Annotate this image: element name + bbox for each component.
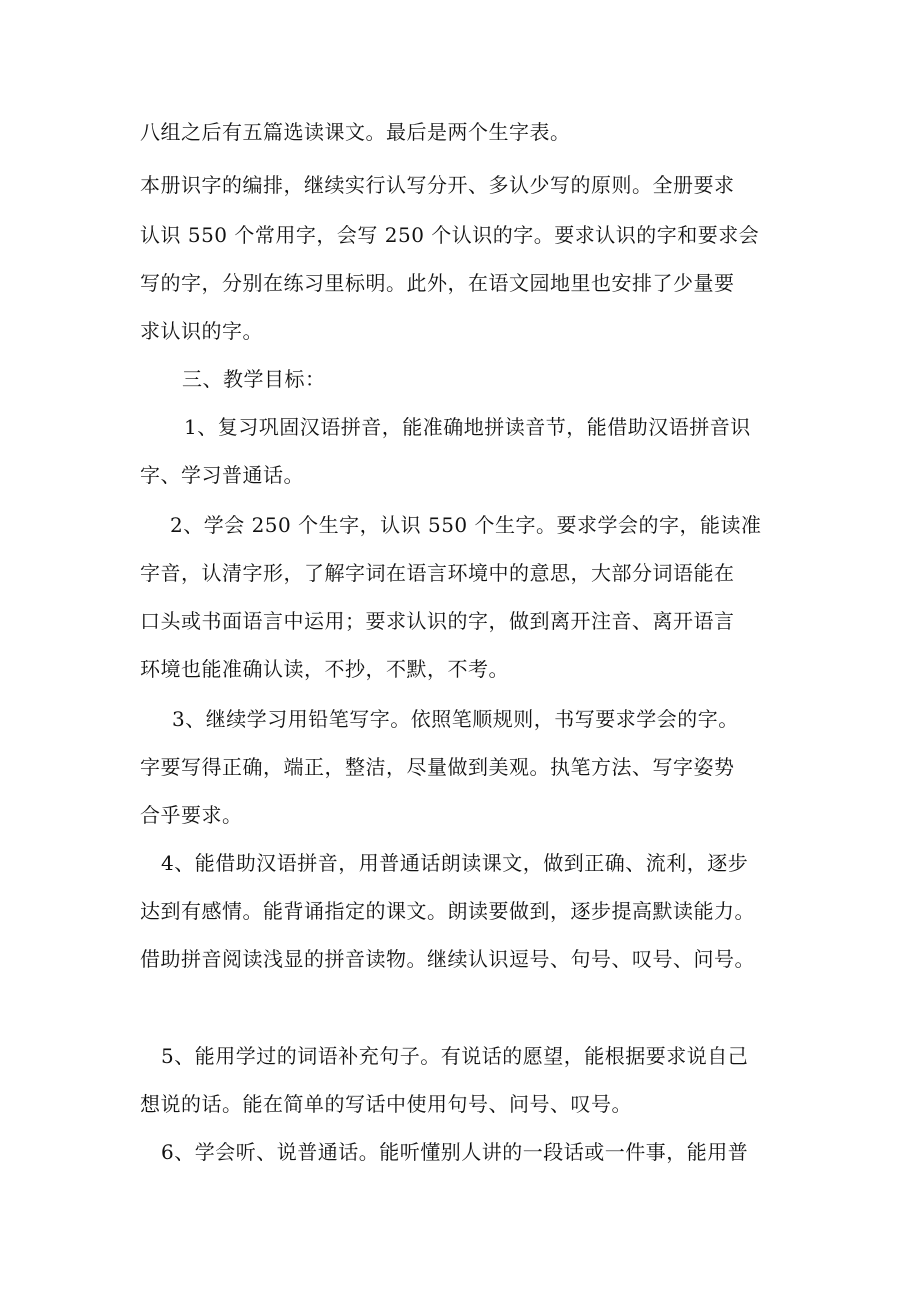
text-line: 3、继续学习用铅笔写字。依照笔顺规则，书写要求学会的字。: [172, 707, 739, 731]
text-line: 达到有感情。能背诵指定的课文。朗读要做到，逐步提高默读能力。: [140, 899, 755, 923]
text-line: 字、学习普通话。: [140, 463, 304, 487]
text-line: 想说的话。能在简单的写话中使用句号、问号、叹号。: [140, 1092, 632, 1116]
text-line: 口头或书面语言中运用；要求认识的字，做到离开注音、离开语言: [140, 609, 735, 633]
text-line: 1、复习巩固汉语拼音，能准确地拼读音节，能借助汉语拼音识: [184, 415, 751, 439]
text-line: 环境也能准确认读，不抄，不默，不考。: [140, 657, 509, 681]
text-line: 2、学会 250 个生字，认识 550 个生字。要求学会的字，能读准: [170, 513, 762, 537]
section-heading: 三、教学目标：: [182, 367, 326, 391]
text-line: 本册识字的编排，继续实行认写分开、多认少写的原则。全册要求: [140, 173, 735, 197]
text-line: 认识 550 个常用字，会写 250 个认识的字。要求认识的字和要求会: [140, 223, 760, 247]
text-line: 借助拼音阅读浅显的拼音读物。继续认识逗号、句号、叹号、问号。: [140, 947, 755, 971]
text-line: 求认识的字。: [140, 319, 263, 343]
text-line: 八组之后有五篇选读课文。最后是两个生字表。: [140, 120, 571, 144]
text-line: 写的字，分别在练习里标明。此外，在语文园地里也安排了少量要: [140, 271, 735, 295]
text-line: 字音，认清字形，了解字词在语言环境中的意思，大部分词语能在: [140, 561, 735, 585]
text-line: 5、能用学过的词语补充句子。有说话的愿望，能根据要求说自己: [161, 1044, 749, 1068]
text-line: 合乎要求。: [140, 803, 243, 827]
text-line: 4、能借助汉语拼音，用普通话朗读课文，做到正确、流利，逐步: [161, 851, 749, 875]
text-line: 6、学会听、说普通话。能听懂别人讲的一段话或一件事，能用普: [161, 1140, 749, 1164]
text-line: 字要写得正确，端正，整洁，尽量做到美观。执笔方法、写字姿势: [140, 755, 735, 779]
